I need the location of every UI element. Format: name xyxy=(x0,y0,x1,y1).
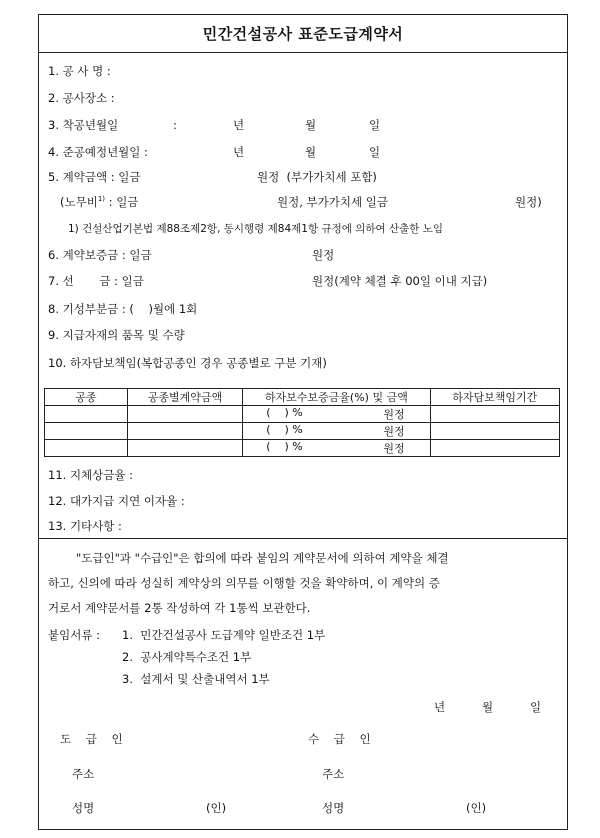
labor-cost-won: 원정, 부가가치세 일금 xyxy=(277,195,388,209)
rate-text: ( ) % xyxy=(266,440,303,453)
rate-text: ( ) % xyxy=(266,406,303,419)
item-other-matters: 13. 기타사항 : xyxy=(48,519,122,533)
start-date-day: 일 xyxy=(369,118,381,132)
item-advance-label: 7. 선 금 : 일금 xyxy=(48,274,144,288)
attachments-label: 붙임서류 : xyxy=(48,628,100,642)
rate-text: ( ) % xyxy=(266,423,303,436)
agreement-line-2: 하고, 신의에 따라 성실히 계약상의 의무를 이행할 것을 확약하며, 이 계약의 증 xyxy=(48,576,440,590)
start-date-year: 년 xyxy=(233,118,245,132)
item-delay-penalty: 11. 지체상금율 : xyxy=(48,468,134,482)
contractor-address-label: 주소 xyxy=(72,767,95,781)
won-text: 원정 xyxy=(383,442,405,455)
item-contract-guarantee-label: 6. 계약보증금 : 일금 xyxy=(48,248,152,262)
item-late-payment-interest: 12. 대가지급 지연 이자율 : xyxy=(48,494,185,508)
cell-guarantee-rate[interactable] xyxy=(243,423,430,440)
labor-cost-won2: 원정) xyxy=(515,195,542,209)
cell-liability-period[interactable] xyxy=(430,406,559,423)
sign-date-year: 년 xyxy=(434,700,446,714)
subcontractor-seal: (인) xyxy=(466,801,487,815)
item-project-name: 1. 공 사 명 : xyxy=(48,64,111,78)
header-liability-period: 하자담보책임기간 xyxy=(430,389,559,406)
end-date-day: 일 xyxy=(369,145,381,159)
sign-date-month: 월 xyxy=(482,700,494,714)
end-date-year: 년 xyxy=(233,145,245,159)
attachment-1: 1. 민간건설공사 도급계약 일반조건 1부 xyxy=(122,628,326,642)
item-contract-guarantee-won: 원정 xyxy=(312,248,335,262)
item-progress-payment: 8. 기성부분금 : ( )월에 1회 xyxy=(48,302,198,316)
contractor-seal: (인) xyxy=(206,801,227,815)
won-text: 원정 xyxy=(383,408,405,421)
item-end-date-label: 4. 준공예정년월일 : xyxy=(48,145,148,159)
end-date-month: 월 xyxy=(305,145,317,159)
document-title: 민간건설공사 표준도급계약서 xyxy=(39,15,567,53)
footnote-text: 1) 건설산업기본법 제88조제2항, 동시행령 제84제1항 규정에 의하여 산출한 노임 xyxy=(68,223,444,235)
sign-date-day: 일 xyxy=(530,700,542,714)
item-start-date-label: 3. 착공년월일 xyxy=(48,118,119,132)
labor-cost-label: (노무비 xyxy=(60,195,98,209)
subcontractor-address-label: 주소 xyxy=(322,767,345,781)
subcontractor-name-label: 성명 xyxy=(322,801,345,815)
defect-liability-table xyxy=(44,388,560,457)
footnote-marker: 1) xyxy=(97,195,106,204)
cell-guarantee-rate[interactable] xyxy=(243,406,430,423)
cell-work-type[interactable] xyxy=(45,406,128,423)
subcontractor-label: 수 급 인 xyxy=(308,732,371,746)
cell-work-type[interactable] xyxy=(45,423,128,440)
labor-cost-line xyxy=(60,195,138,209)
agreement-line-3: 거로서 계약문서를 2통 작성하여 각 1통씩 보관한다. xyxy=(48,601,311,615)
header-contract-amount: 공종별계약금액 xyxy=(127,389,243,406)
item-defect-liability: 10. 하자담보책임(복합공종인 경우 공종별로 구분 기재) xyxy=(48,356,327,370)
item-start-date-colon: : xyxy=(173,118,177,132)
item-advance-won: 원정(계약 체결 후 00일 이내 지급) xyxy=(312,274,488,288)
table-row xyxy=(45,423,560,440)
contractor-label: 도 급 인 xyxy=(60,732,123,746)
table-row xyxy=(45,406,560,423)
item-contract-amount-won: 원정 (부가가치세 포함) xyxy=(257,170,377,184)
cell-work-type[interactable] xyxy=(45,440,128,457)
cell-liability-period[interactable] xyxy=(430,423,559,440)
agreement-line-1: "도급인"과 "수급인"은 합의에 따라 붙임의 계약문서에 의하여 계약을 체결 xyxy=(76,551,449,565)
cell-contract-amount[interactable] xyxy=(127,406,243,423)
cell-guarantee-rate[interactable] xyxy=(243,440,430,457)
header-guarantee-rate: 하자보수보증금율(%) 및 금액 xyxy=(243,389,430,406)
labor-cost-mid: : 일금 xyxy=(105,195,139,209)
won-text: 원정 xyxy=(383,425,405,438)
cell-contract-amount[interactable] xyxy=(127,423,243,440)
header-work-type: 공종 xyxy=(45,389,128,406)
table-header-row xyxy=(45,389,560,406)
section-divider xyxy=(38,538,568,539)
cell-contract-amount[interactable] xyxy=(127,440,243,457)
item-project-location: 2. 공사장소 : xyxy=(48,91,115,105)
item-contract-amount-label: 5. 계약금액 : 일금 xyxy=(48,170,141,184)
item-supplied-materials: 9. 지급자재의 품목 및 수량 xyxy=(48,328,185,342)
attachment-3: 3. 설계서 및 산출내역서 1부 xyxy=(122,672,270,686)
attachment-2: 2. 공사계약특수조건 1부 xyxy=(122,650,252,664)
table-row xyxy=(45,440,560,457)
start-date-month: 월 xyxy=(305,118,317,132)
cell-liability-period[interactable] xyxy=(430,440,559,457)
contractor-name-label: 성명 xyxy=(72,801,95,815)
